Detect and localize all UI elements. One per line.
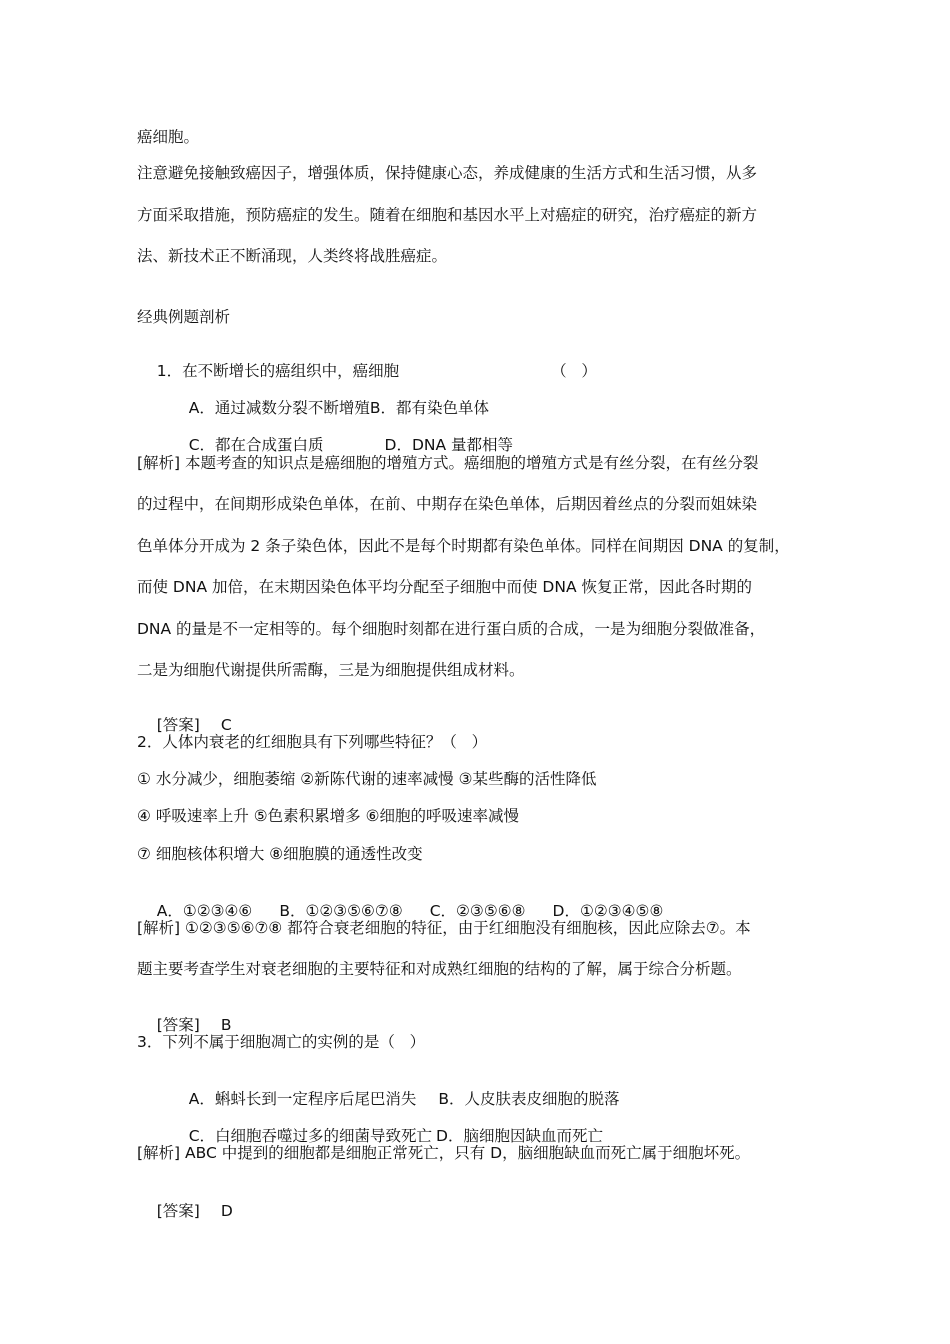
answer-label: [答案] bbox=[156, 1016, 200, 1034]
section-title: 经典例题剖析 bbox=[137, 308, 231, 326]
intro-line: 注意避免接触致癌因子，增强体质，保持健康心态，养成健康的生活方式和生活习惯，从多 bbox=[137, 164, 758, 182]
statement-line: ① 水分减少，细胞萎缩 ②新陈代谢的速率减慢 ③某些酶的活性降低 bbox=[137, 770, 597, 788]
intro-line: 方面采取措施，预防癌症的发生。随着在细胞和基因水平上对癌症的研究，治疗癌症的新方 bbox=[137, 206, 758, 224]
answer-label: [答案] bbox=[156, 1202, 200, 1220]
answer-value: D bbox=[220, 1202, 233, 1220]
answer-paren: （ ） bbox=[551, 362, 597, 380]
option-d: D．DNA 量都相等 bbox=[384, 436, 514, 454]
option-c: C．都在合成蛋白质 bbox=[188, 436, 324, 454]
option-a: A．①②③④⑥ bbox=[156, 902, 253, 920]
analysis-line: [解析] 本题考查的知识点是癌细胞的增殖方式。癌细胞的增殖方式是有丝分裂，在有丝分裂 bbox=[137, 454, 759, 472]
option-a: A．蝌蚪长到一定程序后尾巴消失 bbox=[188, 1090, 417, 1108]
analysis-line: 二是为细胞代谢提供所需酶，三是为细胞提供组成材料。 bbox=[137, 661, 525, 679]
analysis-line: 题主要考查学生对衰老细胞的主要特征和对成熟红细胞的结构的了解，属于综合分析题。 bbox=[137, 960, 742, 978]
option-d: D．①②③④⑤⑧ bbox=[552, 902, 664, 920]
question-stem-text: 1．在不断增长的癌组织中，癌细胞 bbox=[156, 362, 400, 380]
option-c: C．白细胞吞噬过多的细菌导致死亡 bbox=[188, 1127, 433, 1145]
option-d: D．脑细胞因缺血而死亡 bbox=[436, 1127, 603, 1145]
option-b: B．都有染色单体 bbox=[369, 399, 489, 417]
statement-line: ⑦ 细胞核体积增大 ⑧细胞膜的通透性改变 bbox=[137, 845, 423, 863]
analysis-line: 的过程中，在间期形成染色单体，在前、中期存在染色单体，后期因着丝点的分裂而姐妹染 bbox=[137, 495, 758, 513]
answer-label: [答案] bbox=[156, 716, 200, 734]
intro-line: 癌细胞。 bbox=[137, 128, 200, 146]
analysis-line: 而使 DNA 加倍，在末期因染色体平均分配至子细胞中而使 DNA 恢复正常，因此各时期的 bbox=[137, 578, 752, 596]
option-b: B．人皮肤表皮细胞的脱落 bbox=[438, 1090, 620, 1108]
analysis-line: [解析] ABC 中提到的细胞都是细胞正常死亡，只有 D，脑细胞缺血而死亡属于细胞坏死。 bbox=[137, 1144, 751, 1162]
answer-value: B bbox=[220, 1016, 232, 1034]
question-2-stem: 2．人体内衰老的红细胞具有下列哪些特征？（ ） bbox=[137, 733, 488, 751]
analysis-line: 色单体分开成为 2 条子染色体，因此不是每个时期都有染色单体。同样在间期因 DNA 的复制， bbox=[137, 537, 790, 555]
intro-line: 法、新技术正不断涌现，人类终将战胜癌症。 bbox=[137, 247, 448, 265]
option-a: A．通过减数分裂不断增殖 bbox=[188, 399, 370, 417]
question-3-stem: 3．下列不属于细胞凋亡的实例的是（ ） bbox=[137, 1033, 426, 1051]
answer-value: C bbox=[220, 716, 232, 734]
answer-line bbox=[137, 1181, 233, 1241]
statement-line: ④ 呼吸速率上升 ⑤色素积累增多 ⑥细胞的呼吸速率减慢 bbox=[137, 807, 519, 825]
analysis-line: DNA 的量是不一定相等的。每个细胞时刻都在进行蛋白质的合成，一是为细胞分裂做准备， bbox=[137, 620, 766, 638]
option-b: B．①②③⑤⑥⑦⑧ bbox=[279, 902, 403, 920]
option-c: C．②③⑤⑥⑧ bbox=[429, 902, 526, 920]
analysis-line: [解析] ①②③⑤⑥⑦⑧ 都符合衰老细胞的特征，由于红细胞没有细胞核，因此应除去⑦。本 bbox=[137, 919, 751, 937]
